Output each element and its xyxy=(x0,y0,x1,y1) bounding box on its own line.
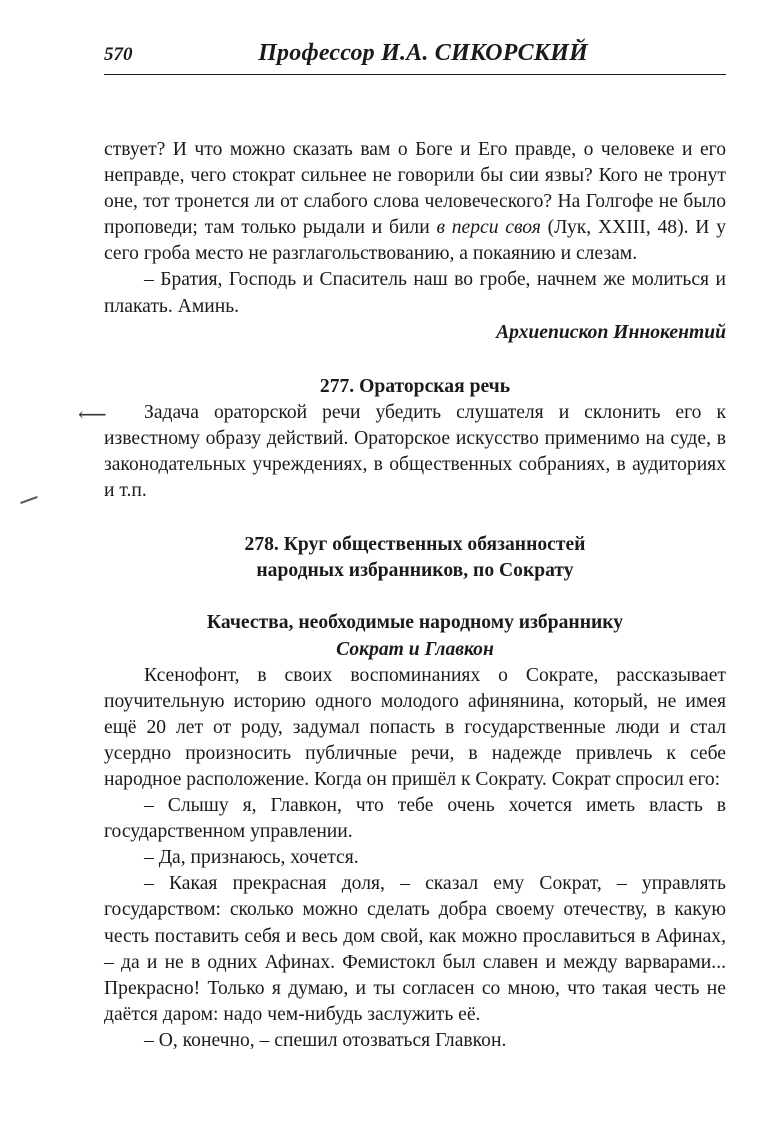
section-278-subtitle: Качества, необходимые народному избраннику xyxy=(206,612,624,634)
page-header xyxy=(104,38,726,75)
body-paragraph: – Какая прекрасная доля, – сказал ему Сократ, – управлять государством: сколько можно сделать добра своему отечеству, в какую честь поставить себя и весь дом свой, как можно прославиться в Афинах, – да и не в одних Афинах. Фемистокл был славен и между варварами... Прекрасно! Только я думаю, и ты согласен со мною, что такая честь не даётся даром: надо чем-нибудь заслужить её. xyxy=(104,873,726,1025)
signature: Архиепископ Иннокентий xyxy=(496,321,726,343)
sermon-text-b: (Лук, XXIII, 48). И у сего гроба место не разглагольствованию, а покаянию и слезам. xyxy=(104,217,726,265)
running-head: Профессор И.А. СИКОРСКИЙ xyxy=(258,40,588,66)
pencil-stroke-mark xyxy=(20,496,38,504)
page-number: 570 xyxy=(104,44,133,65)
body-text xyxy=(104,137,726,1054)
body-paragraph: Ксенофонт, в своих воспоминаниях о Сократе, рассказывает поучительную историю одного молодого афинянина, который, не имея ещё 20 лет от роду, задумал попасть в государственные люди и стал усердно произносить публичные речи, в надежде привлечь к себе народное расположение. Когда он пришёл к Сократу. Сократ спросил его: xyxy=(104,664,726,790)
body-paragraph: – Да, признаюсь, хочется. xyxy=(144,847,359,869)
sermon-text-italic: в перси своя xyxy=(436,217,541,239)
body-paragraph: – Слышу я, Главкон, что тебе очень хочется иметь власть в государственном управлении. xyxy=(104,795,726,843)
sermon-paragraph xyxy=(104,137,726,267)
section-277-title: 277. Ораторская речь xyxy=(319,375,511,397)
pencil-arrow-mark: ⟵ xyxy=(78,404,107,426)
section-278-title-line1: 278. Круг общественных обязанностей xyxy=(244,534,586,556)
sermon-closing: – Братия, Господь и Спаситель наш во гробе, начнем же молиться и плакать. Аминь. xyxy=(104,269,726,317)
section-278-title-line2: народных избранников, по Сократу xyxy=(256,560,574,582)
section-278-subtitle-italic: Сократ и Главкон xyxy=(336,638,494,660)
body-paragraph: – О, конечно, – спешил отозваться Главкон. xyxy=(144,1029,507,1051)
section-277-text: Задача ораторской речи убедить слушателя и склонить его к известному образу действий. Ораторское искусство применимо на суде, в законодательных учреждениях, в общественных собраниях, в аудиториях и т.п. xyxy=(104,401,726,502)
book-page xyxy=(104,38,726,1054)
sermon-text-a: ствует? И что можно сказать вам о Боге и Его правде, о человеке и его неправде, чего стократ сильнее не говорили бы сии язвы? Кого не тронут оне, тот тронется ли от слабого слова человеческого? На Голгофе не было проповеди; там только рыдали и били xyxy=(104,139,726,239)
